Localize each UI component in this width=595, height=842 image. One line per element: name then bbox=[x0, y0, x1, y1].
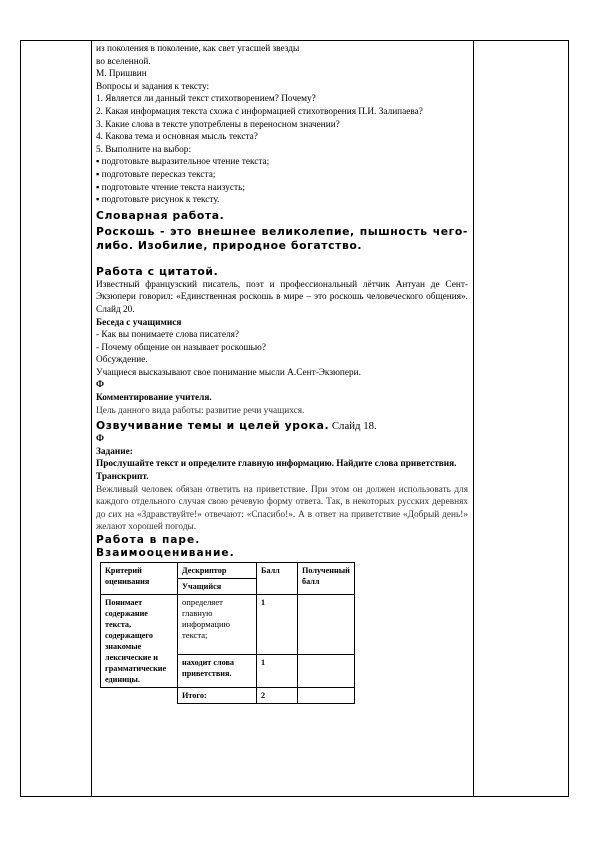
descriptor-cell-2: находит слова приветствия. bbox=[178, 654, 257, 687]
score-cell-1: 1 bbox=[257, 595, 298, 655]
header-received: Полученный балл bbox=[298, 563, 355, 595]
task-label: Задание: bbox=[96, 446, 133, 457]
question-2: 2. Какая информация текста схожа с информацией стихотворения П.И. Залипаева? bbox=[96, 106, 423, 117]
peer-assessment-title: Взаимооценивание. bbox=[96, 547, 235, 559]
assessment-f-1: Ф bbox=[96, 380, 104, 391]
conversation-q2: - Почему общение он называет роскошью? bbox=[96, 342, 266, 353]
task-text: Прослушайте текст и определите главную информацию. Найдите слова приветствия. bbox=[96, 459, 457, 470]
transcript-text: Вежливый человек обязан ответить на приветствие. При этом он должен использовать для каждого отдельного случая свою речевую форму ответа. Так, в некоторых русских деревнях до сих на «Здравствуйте!» отвечают: «Спасибо!». А в ответ на приветствие «Добрый день!» желают хорошей погоды. bbox=[96, 484, 468, 533]
pair-work-title: Работа в паре. bbox=[96, 534, 201, 546]
table-total-row bbox=[101, 688, 355, 704]
header-score: Балл bbox=[257, 563, 298, 595]
column-divider-left bbox=[91, 40, 92, 797]
header-student: Учащийся bbox=[178, 579, 257, 595]
question-5: 5. Выполните на выбор: bbox=[96, 144, 192, 155]
quote-title: Работа с цитатой. bbox=[96, 264, 219, 278]
question-4: 4. Какова тема и основная мысль текста? bbox=[96, 132, 258, 143]
vocab-title: Словарная работа. bbox=[96, 208, 225, 222]
table-header-row bbox=[101, 563, 355, 579]
total-received bbox=[298, 688, 355, 704]
total-label: Итого: bbox=[178, 688, 257, 704]
criterion-cell: Понимает содержание текста, содержащего знакомые лексические и грамматические единицы. bbox=[101, 595, 178, 688]
assessment-f-2: Ф bbox=[96, 434, 104, 445]
total-score: 2 bbox=[257, 688, 298, 704]
vocab-definition: Роскошь - это внешнее великолепие, пышность чего-либо. Изобилие, природное богатство. bbox=[96, 224, 468, 252]
conversation-q1: - Как вы понимаете слова писателя? bbox=[96, 330, 240, 341]
intro-line-2: во вселенной. bbox=[96, 56, 151, 67]
questions-title: Вопросы и задания к тексту: bbox=[96, 81, 210, 92]
students-response: Учащиеся высказывают свое понимание мысли А.Сент-Экзюпери. bbox=[96, 367, 361, 378]
column-divider-right bbox=[473, 40, 474, 797]
teacher-comment: Комментирование учителя. bbox=[96, 393, 212, 404]
header-descriptor: Дескриптор bbox=[178, 563, 257, 579]
topic-title: Озвучивание темы и целей урока. bbox=[96, 419, 330, 433]
option-4: ▪ подготовьте рисунок к тексту. bbox=[96, 195, 220, 206]
received-cell-2 bbox=[298, 654, 355, 687]
option-2: ▪ подготовьте пересказ текста; bbox=[96, 169, 216, 180]
topic-slide: Слайд 18. bbox=[331, 420, 377, 433]
received-cell-1 bbox=[298, 595, 355, 655]
assessment-table bbox=[100, 562, 355, 704]
option-1: ▪ подготовьте выразительное чтение текста; bbox=[96, 157, 270, 168]
conversation-label: Беседа с учащимися bbox=[96, 317, 182, 328]
option-3: ▪ подготовьте чтение текста наизусть; bbox=[96, 182, 245, 193]
discussion-label: Обсуждение. bbox=[96, 355, 148, 366]
intro-author: М. Пришвин bbox=[96, 69, 147, 80]
header-criteria: Критерий оценивания bbox=[101, 563, 178, 595]
score-cell-2: 1 bbox=[257, 654, 298, 687]
empty-cell bbox=[101, 688, 178, 704]
quote-text: Известный французский писатель, поэт и профессиональный лётчик Антуан де Сент-Экзюпери говорил: «Единственная роскошь в мире – это роскошь человеческого общения». Слайд 20. bbox=[96, 279, 468, 315]
topic-heading bbox=[96, 419, 468, 433]
transcript-label: Транскрипт. bbox=[96, 472, 149, 483]
work-goal: Цель данного вида работы: развитие речи учащихся. bbox=[96, 405, 305, 416]
descriptor-cell-1: определяет главную информацию текста; bbox=[178, 595, 257, 655]
question-1: 1. Является ли данный текст стихотворением? Почему? bbox=[96, 94, 316, 105]
question-3: 3. Какие слова в тексте употреблены в переносном значении? bbox=[96, 119, 340, 130]
intro-line-1: из поколения в поколение, как свет угасшей звезды bbox=[96, 44, 300, 54]
table-row bbox=[101, 595, 355, 655]
lesson-content bbox=[96, 43, 468, 704]
